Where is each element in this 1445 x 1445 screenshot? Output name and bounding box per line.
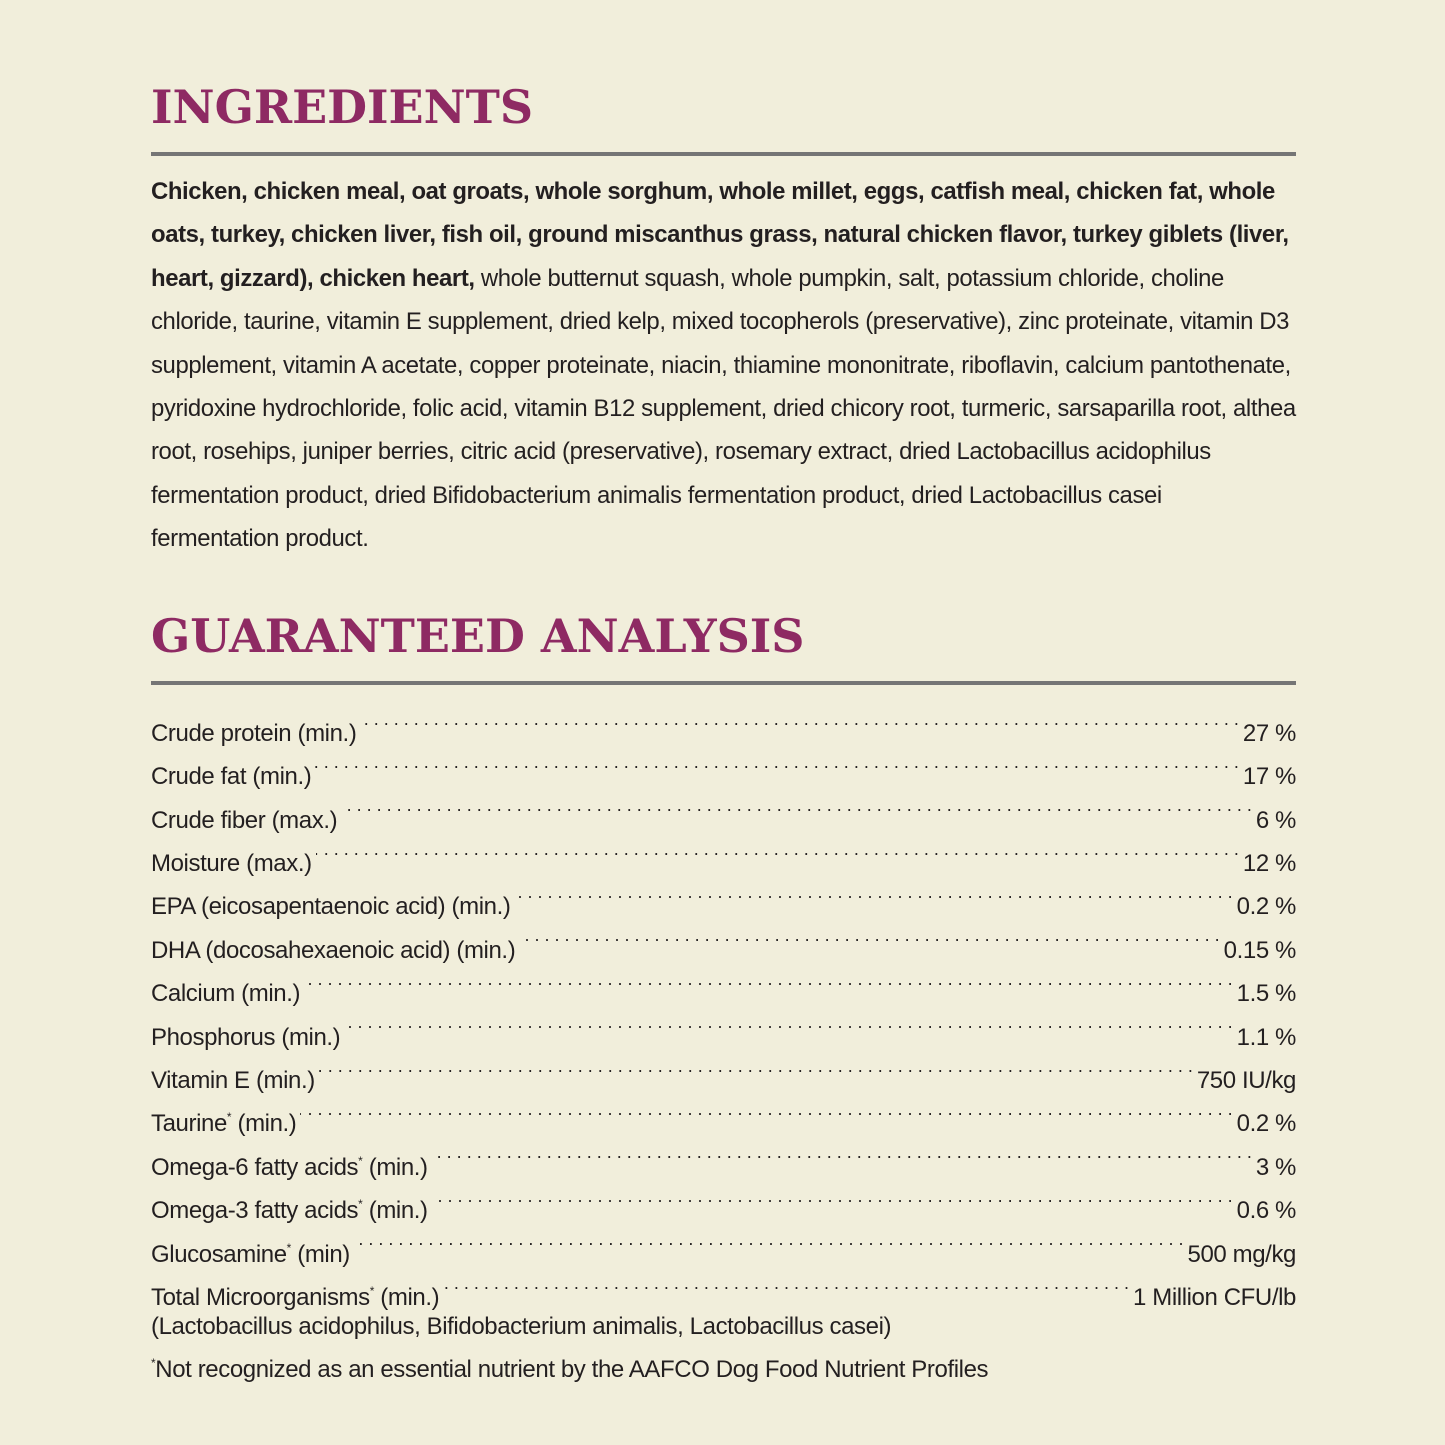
ingredients-line <box>151 300 1291 343</box>
nutrient-value: 0.2 % <box>1236 1110 1296 1138</box>
nutrient-value: 27 % <box>1242 719 1296 747</box>
analysis-row <box>151 1131 1296 1181</box>
ingredients-line <box>151 430 1291 473</box>
ingredients-regular-text: whole butternut squash, whole pumpkin, salt, potassium chloride, choline <box>474 264 1224 292</box>
nutrient-label <box>151 1102 296 1145</box>
nutrient-name: Calcium (min.) <box>151 980 301 1008</box>
nutrient-value: 750 IU/kg <box>1196 1067 1296 1095</box>
ingredients-regular-text: supplement, vitamin A acetate, copper proteinate, niacin, thiamine mononitrate, riboflavin, calcium pantothenate, <box>151 351 1291 379</box>
dot-leader <box>519 914 1219 957</box>
microorganisms-note: (Lactobacillus acidophilus, Bifidobacterium animalis, Lactobacillus casei) <box>151 1312 892 1340</box>
analysis-table <box>151 698 1296 1311</box>
ingredients-line <box>151 170 1291 213</box>
nutrient-qualifier: (min.) <box>231 1110 297 1138</box>
dot-leader <box>354 1218 1184 1261</box>
nutrient-qualifier: (min.) <box>362 1197 428 1225</box>
nutrient-name: EPA (eicosapentaenoic acid) (min.) <box>151 893 511 921</box>
footnote-mark: * <box>151 1356 156 1371</box>
analysis-row <box>151 1045 1296 1095</box>
ingredients-regular-text: fermentation product, dried Bifidobacterium animalis fermentation product, dried Lactobacillus casei <box>151 481 1162 509</box>
nutrient-name: Crude fat (min.) <box>151 763 312 791</box>
dot-leader <box>514 871 1232 914</box>
nutrient-value: 1.1 % <box>1236 1023 1296 1051</box>
analysis-row <box>151 1088 1296 1138</box>
nutrient-name: Phosphorus (min.) <box>151 1023 341 1051</box>
nutrient-name: Taurine <box>151 1110 227 1138</box>
nutrient-name: Omega-6 fatty acids <box>151 1153 359 1181</box>
nutrient-name: Glucosamine <box>151 1240 287 1268</box>
nutrient-label <box>151 799 337 842</box>
dot-leader <box>304 958 1233 1001</box>
ingredients-line <box>151 257 1291 300</box>
nutrient-value: 3 % <box>1255 1153 1296 1181</box>
nutrient-label <box>151 885 510 928</box>
analysis-row <box>151 1001 1296 1051</box>
ingredients-line <box>151 213 1291 256</box>
asterisk-mark: * <box>369 1283 375 1298</box>
nutrient-qualifier: (min.) <box>362 1153 428 1181</box>
nutrient-value: 17 % <box>1242 763 1296 791</box>
ingredients-regular-text: pyridoxine hydrochloride, folic acid, vitamin B12 supplement, dried chicory root, turmeric, sarsaparilla root, althea <box>151 394 1296 422</box>
analysis-divider <box>151 681 1296 685</box>
analysis-heading: GUARANTEED ANALYSIS <box>151 608 805 663</box>
asterisk-mark: * <box>286 1240 291 1255</box>
ingredients-divider <box>151 152 1296 156</box>
nutrient-value: 0.2 % <box>1236 893 1296 921</box>
ingredients-heading: INGREDIENTS <box>151 80 534 134</box>
nutrient-label <box>151 1146 428 1189</box>
nutrient-value: 1 Million CFU/lb <box>1133 1283 1296 1311</box>
nutrient-value: 500 mg/kg <box>1187 1240 1296 1268</box>
nutrient-name: Total Microorganisms <box>151 1283 370 1311</box>
asterisk-mark: * <box>358 1153 363 1168</box>
nutrient-qualifier: (min) <box>290 1240 350 1268</box>
ingredients-bold-text: Chicken, chicken meal, oat groats, whole sorghum, whole millet, eggs, catfish meal, chicken fat, whole <box>151 178 1275 205</box>
nutrient-name: Omega-3 fatty acids <box>151 1197 359 1225</box>
nutrient-value: 1.5 % <box>1236 980 1296 1008</box>
analysis-row <box>151 784 1296 834</box>
dot-leader <box>443 1262 1129 1305</box>
ingredients-line <box>151 517 1291 560</box>
nutrient-name: Vitamin E (min.) <box>151 1067 315 1095</box>
dot-leader <box>300 1088 1232 1131</box>
dot-leader <box>360 698 1238 741</box>
nutrient-qualifier: (min.) <box>374 1283 440 1311</box>
analysis-row <box>151 698 1296 747</box>
asterisk-mark: * <box>358 1197 363 1212</box>
label-panel <box>151 72 1296 1392</box>
ingredients-line <box>151 387 1296 430</box>
footnote <box>151 1348 1296 1391</box>
ingredients-regular-text: root, rosehips, juniper berries, citric acid (preservative), rosemary extract, dried Lactobacillus acidophilus <box>151 438 1211 466</box>
dot-leader <box>344 1001 1232 1044</box>
nutrient-name: Moisture (max.) <box>151 850 312 878</box>
dot-leader <box>432 1131 1252 1174</box>
nutrient-value: 6 % <box>1255 806 1296 834</box>
analysis-row <box>151 871 1296 921</box>
nutrient-label <box>151 1233 350 1276</box>
nutrient-name: Crude fiber (max.) <box>151 806 338 834</box>
nutrient-label <box>151 842 312 885</box>
nutrient-name: DHA (docosahexaenoic acid) (min.) <box>151 936 516 964</box>
ingredients-line <box>151 474 1291 517</box>
footnote-text: Not recognized as an essential nutrient by the AAFCO Dog Food Nutrient Profiles <box>155 1356 989 1384</box>
analysis-row <box>151 741 1296 791</box>
ingredients-text <box>151 170 1296 561</box>
analysis-row <box>151 828 1296 878</box>
nutrient-value: 0.6 % <box>1236 1197 1296 1225</box>
ingredients-regular-text: chloride, taurine, vitamin E supplement, dried kelp, mixed tocopherols (preservative), zinc proteinate, vitamin D3 <box>151 308 1289 336</box>
ingredients-line <box>151 344 1291 387</box>
dot-leader <box>315 741 1239 784</box>
dot-leader <box>316 828 1239 871</box>
nutrient-label <box>151 755 311 798</box>
nutrient-label <box>151 1016 340 1059</box>
dot-leader <box>432 1175 1233 1218</box>
dot-leader <box>319 1045 1193 1088</box>
asterisk-mark: * <box>226 1110 232 1125</box>
nutrient-label <box>151 1059 315 1102</box>
analysis-row <box>151 958 1296 1008</box>
ingredients-bold-text: heart, gizzard), chicken heart, <box>151 264 475 292</box>
dot-leader <box>341 784 1252 827</box>
nutrient-label <box>151 972 300 1015</box>
nutrient-value: 12 % <box>1242 850 1296 878</box>
nutrient-value: 0.15 % <box>1223 936 1296 964</box>
nutrient-name: Crude protein (min.) <box>151 719 357 747</box>
ingredients-bold-text: oats, turkey, chicken liver, fish oil, ground miscanthus grass, natural chicken flavor, turkey giblets (liver, <box>151 221 1289 249</box>
ingredients-regular-text: fermentation product. <box>151 525 369 553</box>
